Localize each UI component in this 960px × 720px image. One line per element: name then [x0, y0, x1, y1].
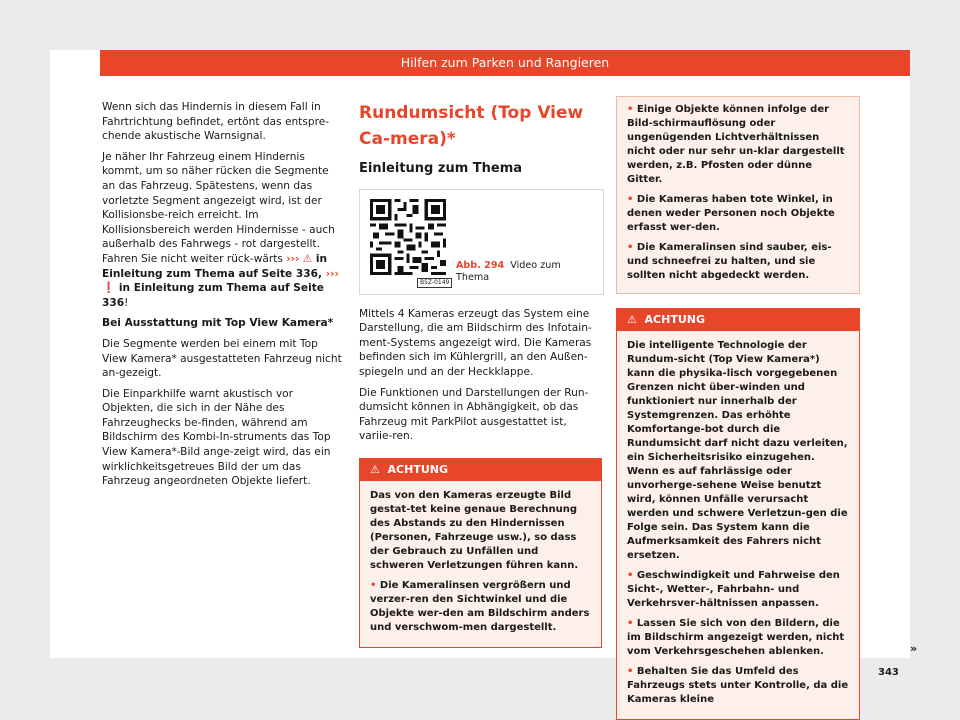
warning-bullet: • Einige Objekte können infolge der Bild-schirmauflösung oder ungenügenden Lichtverhältnissen nicht oder nur sehr un-klar dargestellt werden, z.B. Pfosten oder dünne Gitter.: [627, 104, 845, 185]
warning-bullet: • Behalten Sie das Umfeld des Fahrzeugs stets unter Kontrolle, da die Kameras kleine: [627, 666, 849, 705]
warning-bullet: • Die Kameralinsen vergrößern und verzer-ren den Sichtwinkel und die Objekte wer-den am Bildschirm anders und verschwom-men dargestellt.: [370, 579, 590, 633]
warning-bullet: • Geschwindigkeit und Fahrweise den Sicht-, Wetter-, Fahrbahn- und Verkehrsver-hältnissen anpassen.: [627, 570, 840, 609]
qr-code-icon[interactable]: [370, 199, 446, 275]
warning-bullet: • Die Kameralinsen sind sauber, eis- und schneefrei zu halten, und sie sollten nicht abgedeckt werden.: [627, 242, 832, 281]
warning-triangle-icon: ⚠: [302, 252, 313, 265]
paragraph: Die Funktionen und Darstellungen der Run-dumsicht können in Abhängigkeit, ob das Fahrzeug mit ParkPilot ausgestattet ist, variie-ren.: [359, 386, 589, 443]
chapter-title: Rundumsicht (Top View Ca-mera)*: [359, 103, 584, 149]
warning-body: [360, 481, 601, 647]
warning-header: ⚠ ACHTUNG: [617, 309, 859, 331]
column-right: [616, 96, 860, 720]
cross-reference-arrow[interactable]: ›››: [325, 267, 339, 280]
column-middle: [359, 100, 602, 648]
cross-reference-link[interactable]: in Einleitung zum Thema auf Seite 336,: [102, 252, 328, 280]
warning-text: Die intelligente Technologie der Rundum-sicht (Top View Kamera*) kann die physika-lisch vorgegebenen Grenzen nicht über-winden und funktioniert nur innerhalb der Systemgrenzen. Das erhöhte Komfortange-bot durch die Rundumsicht darf nicht dazu verleiten, ein Sicherheitsrisiko einzugehen. Wenn es auf fahrlässige oder unvorherge-sehene Weise benutzt wird, können Unfälle verursacht werden und schwere Verletzun-gen die Folge sein. Das System kann die Aufmerksamkeit des Fahrers nicht ersetzen.: [627, 340, 848, 561]
info-circle-icon: ❗: [102, 282, 116, 295]
warning-continuation-box: [616, 96, 860, 294]
section-header: Hilfen zum Parken und Rangieren: [100, 50, 910, 76]
sub-heading: Bei Ausstattung mit Top View Kamera*: [102, 317, 334, 330]
warning-body: [617, 331, 859, 719]
paragraph: Mittels 4 Kameras erzeugt das System eine Darstellung, die am Bildschirm des Infotain-ment-Systems angezeigt wird. Die Kameras befinden sich im Kühlergrill, an den Außen-spiegeln und an der Heckklappe.: [359, 307, 592, 378]
warning-text: Das von den Kameras erzeugte Bild gestat-tet keine genaue Berechnung des Abstands zu den Hindernissen (Personen, Fahrzeuge usw.), so dass der Gebrauch zu Unfällen und schweren Verletzungen führen kann.: [370, 489, 579, 571]
figure-caption-text: Video zum Thema: [456, 259, 561, 283]
warning-box: [359, 458, 602, 648]
continued-arrow-icon: »: [910, 642, 918, 655]
paragraph: Die Segmente werden bei einem mit Top View Kamera* ausgestatteten Fahrzeug nicht an-gezeigt.: [102, 337, 342, 380]
page-number: 343: [878, 667, 899, 678]
manual-page: [50, 50, 918, 705]
paragraph-collision: Je näher Ihr Fahrzeug einem Hindernis kommt, um so näher rücken die Segmente an das Fahrzeug. Spätestens, wenn das vorletzte Segment angezeigt wird, ist der Kollisionsbe-reich erreicht. Im Kollisionsbereich werden Hindernisse - auch außerhalb des Fahrwegs - rot dargestellt. Fahren Sie nicht weiter rück-wärts ››› ⚠ in Einleitung zum Thema auf Seite 336, ››› ❗ in Einleitung zum Thema auf Seite 336!: [102, 150, 339, 309]
warning-triangle-icon: ⚠: [627, 313, 637, 326]
warning-box: [616, 308, 860, 720]
section-title: Einleitung zum Thema: [359, 161, 523, 176]
warning-triangle-icon: ⚠: [370, 462, 380, 476]
paragraph: Wenn sich das Hindernis in diesem Fall in Fahrtrichtung befindet, ertönt das entspre-chende akustische Warnsignal.: [102, 101, 330, 143]
figure-caption: [456, 260, 596, 284]
warning-header: ⚠ ACHTUNG: [360, 459, 601, 481]
paragraph: Die Einparkhilfe warnt akustisch vor Objekten, die sich in der Nähe des Fahrzeughecks be-finden, während am Bildschirm des Kombi-In-struments das Top View Kamera*-Bild ange-zeigt wird, das ein wirklichkeitsgetreues Bild der um das Fahrzeug angeordneten Objekte liefert.: [102, 387, 331, 488]
warning-bullet: • Die Kameras haben tote Winkel, in denen weder Personen noch Objekte erfasst wer-den.: [627, 194, 835, 233]
figure-box: [359, 189, 604, 295]
figure-label: Abb. 294: [456, 259, 505, 271]
cross-reference-arrow[interactable]: ›››: [286, 252, 300, 265]
column-left: [102, 100, 342, 495]
cross-reference-link[interactable]: in Einleitung zum Thema auf Seite 336: [102, 282, 324, 309]
warning-bullet: • Lassen Sie sich von den Bildern, die im Bildschirm angezeigt werden, nicht vom Verkehrsgeschehen ablenken.: [627, 618, 845, 657]
figure-code: B5Z-0149: [417, 278, 452, 288]
